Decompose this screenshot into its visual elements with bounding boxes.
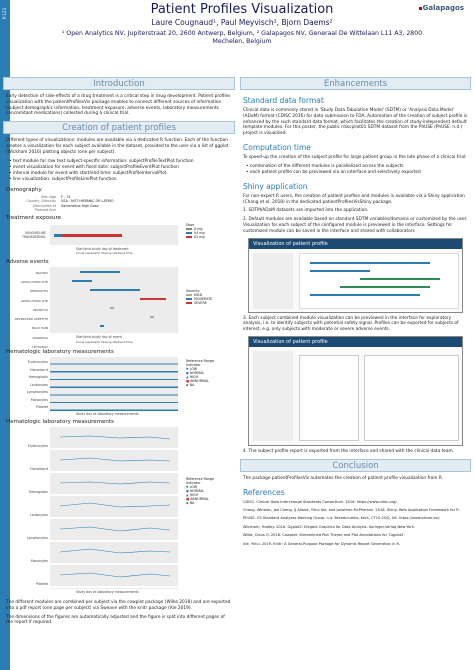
lab-panel-label: Hematocrit	[30, 467, 48, 472]
standard-data-format-text: Clinical data is commonly stored in 'Study Data Tabulation Model' (SDTM) or 'Analysis Data Model' (ADaM) format (CDISC 2016) for data submission to FDA. Automation of the creation of subject profile is enhanced by the such standard data format, which facilitates the creation of study-independent default template modules. For this poster, the public rdiscpilot01 SDTM dataset from the PhUSE (PhUSE. n.d.) project is visualized.	[243, 108, 468, 137]
report-page-preview	[299, 355, 359, 441]
demo-value: Xanomeline High Dose	[61, 203, 99, 208]
ae-legend	[186, 289, 212, 305]
legend-swatch: ▼	[186, 367, 190, 372]
lab2-panel-labels	[6, 435, 48, 596]
lab2-legend	[186, 477, 226, 505]
ae-bar	[100, 325, 104, 327]
lab-row-label: Hematocrit	[30, 367, 48, 372]
legend-label: HIGH	[189, 493, 199, 498]
ae-bar	[72, 280, 92, 282]
affiliation-line-1: ¹ Open Analytics NV, Jupiterstraat 20, 2600 Antwerp, Belgium, ² Galapagos NV, Generaal De Wittelaan L11 A3, 2800	[61, 30, 423, 37]
legend-swatch: ▼	[186, 485, 190, 490]
ae-row-label: DECREASED APPETITE	[14, 317, 48, 322]
shiny-step-4: 4. The subject profile report is exported from the interface and shared with the clinical data team.	[243, 448, 455, 454]
legend-label: 54 mg	[194, 231, 205, 236]
reference-item: PhUSE. CS Standard Analyses Working Group. n.d. Breadcrumbs, Kent, CT10 2QQ, UK. https://www.phuse.eu/.	[243, 516, 441, 521]
demography-table	[26, 195, 232, 213]
lab2-xlabel: Study day of laboratory measurements	[76, 590, 139, 595]
poster-authors: Laure Cougnaud¹, Paul Meyvisch², Bjorn Daems²	[151, 18, 333, 27]
ae-bar	[140, 298, 166, 300]
ae-bar	[150, 316, 154, 318]
treatment-note: Arrow represents missing start/end time.	[76, 251, 134, 256]
lab-panel-label: Platelet	[35, 582, 48, 587]
legend-item	[186, 235, 205, 239]
lab-panel-label: Monocytes	[30, 559, 48, 564]
shiny-step-1: 1. SDTM/ADaM datasets are imported into the application.	[243, 208, 369, 214]
right-column	[240, 77, 471, 550]
legend-swatch	[186, 232, 192, 234]
patient-profile-figure	[6, 187, 232, 597]
legend-label: SEVERE	[194, 301, 207, 306]
legend-item	[186, 383, 226, 387]
ae-row-labels	[6, 269, 48, 352]
combination-text-1: The different modules are combined per subject via the cowplot package (Wilke 2018) and are exported into a pdf report (one page per subject) via Sweave with the knitr package (Xie 2019).	[6, 600, 231, 611]
lab-line	[60, 436, 170, 439]
legend-swatch: ●	[186, 489, 190, 494]
lab2-panel	[50, 427, 178, 589]
ae-title: Adverse events	[6, 259, 49, 266]
legend-label: 0 mg	[194, 227, 203, 232]
lab-line	[60, 573, 170, 577]
legend-label: LOW	[189, 367, 198, 372]
legend-swatch	[186, 302, 192, 304]
legend-title: Severity	[186, 289, 200, 294]
legend-item	[186, 301, 212, 305]
legend-label: 81 mg	[194, 235, 205, 240]
lab-panel-label: Hemoglobin	[28, 490, 48, 495]
legend-label: HIGH	[189, 375, 199, 380]
shiny-application-title: Shiny application	[243, 181, 308, 191]
time-bullet-1: • combination of the different modules is parallelized across the subjects	[246, 163, 404, 169]
ae-xlabel: Start/end study day of event	[76, 335, 122, 340]
lab-panel-label: Leukocytes	[30, 513, 48, 518]
lab-panel-label: Erythrocytes	[27, 444, 48, 449]
legend-label: ABNORMAL	[190, 497, 209, 502]
legend-swatch	[186, 298, 192, 300]
shiny-screenshot-2-header: Visualization of patient profile	[249, 337, 462, 347]
legend-swatch	[186, 236, 192, 238]
treatment-bar	[62, 234, 122, 237]
treatment-row-label: XANOMELINE TRANSDERMAL	[21, 231, 46, 240]
legend-swatch: ■	[186, 497, 191, 502]
poster-title: Patient Profiles Visualization	[150, 2, 334, 17]
lab2-lines	[50, 427, 178, 589]
preview-bar	[360, 278, 440, 280]
creation-bullet-4: • line visualization: subjectProfileLinePlot function	[9, 176, 117, 182]
bullet-text: interval module for event with start/end time: subjectProfileIntervalPlot	[12, 170, 167, 176]
introduction-text: Early detection of side-effects of a drug treatment is a critical step in drug development. Patient profiles visualization with the patientProfilesVis package enables to connect different sources of information (subject demographic information, treatment exposure, adverse events, laboratory measurements concomitant medications) collected during a clinical trial.	[6, 94, 231, 117]
ae-row-label: ANOREXIA	[32, 335, 48, 340]
lab-row-label: Leukocytes	[30, 382, 48, 387]
left-column	[3, 77, 235, 629]
lab2-title: Hematologic laboratory measurements	[6, 419, 114, 426]
shiny-sidebar-panel	[253, 351, 293, 441]
demo-value: USA - NOT HISPANIC OR LATINO	[61, 199, 114, 204]
poster-affiliation	[10, 30, 474, 46]
combination-text-2: The dimensions of the figures are automatically adjusted and the figure is split into different pages of the report if required.	[6, 614, 225, 626]
treatment-plot	[6, 223, 232, 257]
lab2-plot	[6, 427, 232, 597]
shiny-screenshot-1	[248, 238, 463, 313]
reference-item: CDISC. Clinical Data Interchange Standards Consortium. 2016. https://www.cdisc.org/.	[243, 499, 398, 504]
creation-bullet-3: • interval module for event with start/end time: subjectProfileIntervalPlot	[9, 170, 167, 176]
legend-label: NA	[189, 501, 195, 506]
legend-swatch: ■	[186, 379, 191, 384]
demography-title: Demography	[6, 186, 42, 193]
legend-title: Reference Range Indicator	[186, 359, 215, 368]
ae-row-label: BACK PAIN	[32, 326, 48, 331]
lab-row-label: Platelet	[35, 405, 48, 410]
preview-bar	[310, 270, 370, 272]
treatment-bar	[54, 234, 62, 237]
reference-item: Wickham, Hadley. 2016. Ggplot2: Elegant Graphics for Data Analysis. Springer-Verlag New York.	[243, 524, 416, 529]
standard-data-format-title: Standard data format	[243, 96, 324, 105]
legend-title: Reference Range Indicator	[186, 477, 215, 486]
computation-time-title: Computation time	[243, 142, 311, 152]
lab-row-label: Hemoglobin	[28, 375, 48, 380]
galapagos-logo	[419, 4, 464, 12]
legend-label: NORMAL	[189, 489, 205, 494]
ae-row-label: NAUSEA	[35, 271, 48, 276]
treatment-xlabel: Start/end study day of treatment	[76, 247, 129, 252]
lab-panel-label: Lymphocytes	[27, 536, 48, 541]
creation-bullet-2: • event visualization for event with fixed date: subjectProfileEventPlot function	[9, 164, 179, 170]
references-list	[243, 500, 468, 547]
ae-plot	[6, 267, 232, 347]
treatment-title: Treatment exposure	[6, 215, 62, 222]
legend-swatch: ●	[186, 371, 190, 376]
lab1-xlabel: Study day of laboratory measurements	[76, 412, 139, 417]
ae-row-label: LETHARGY	[32, 344, 48, 349]
legend-label: NA	[189, 383, 195, 388]
sidebar-label: P-123	[2, 8, 7, 20]
shiny-sidebar-panel	[253, 253, 293, 309]
logo-dot-icon	[419, 7, 422, 10]
lab-line	[60, 482, 170, 484]
legend-swatch	[186, 294, 192, 296]
legend-swatch: ▲	[186, 493, 190, 498]
demo-label: Site: Age	[41, 194, 56, 199]
ae-bar	[80, 271, 120, 273]
preview-bar	[310, 262, 430, 264]
legend-swatch: ◆	[186, 383, 190, 388]
legend-item	[186, 501, 226, 505]
lab-line	[60, 458, 170, 461]
demo-value: F - 74	[61, 194, 71, 199]
treatment-legend	[186, 223, 205, 239]
preview-bar	[340, 286, 430, 288]
bullet-text: event visualization for event with fixed date: subjectProfileEventPlot function	[12, 164, 179, 170]
legend-label: LOW	[189, 485, 198, 490]
lab1-row-labels	[6, 359, 48, 412]
legend-label: NORMAL	[189, 371, 205, 376]
lab-row-label: Erythrocytes	[27, 360, 48, 365]
creation-text: Different types of visualizations: modules are available via a dedicated R function. Each of the function creates a visualization for each subject available in the dataset, provided to the user via a list of ggplot (Wickham 2016) plotting objects (one per subject).	[6, 138, 229, 155]
reference-item: Chang, Winston, Joe Cheng, JJ Allaire, Yihui Xie, and Jonathan McPherson. 2018. Shiny: Web Application Framework for R.	[243, 507, 460, 512]
lab-row-label: Lymphocytes	[27, 390, 48, 395]
logo-text: Galapagos	[422, 4, 464, 12]
poster-header	[10, 0, 474, 58]
legend-label: MILD	[194, 293, 203, 298]
conclusion-text: The package patientProfilesVis automates the creation of patient profile visualization from R.	[243, 475, 444, 481]
ae-bar	[110, 307, 114, 309]
time-bullet-2: • each patient profile can be previewed via an interface and selectively exported	[246, 169, 421, 175]
reference-item: Wilke, Claus O. 2018. Cowplot: Streamlined Plot Theme and Plot Annotations for 'Ggplot2'.	[243, 533, 406, 538]
creation-bullet-1: • text module for raw text subject-specific information: subjectProfileTextPlot function	[9, 158, 194, 164]
demo-label: Country, Ethnicity	[26, 199, 56, 204]
lab1-legend	[186, 359, 226, 387]
report-page-preview	[364, 355, 459, 441]
bullet-text: each patient profile can be previewed via an interface and selectively exported	[249, 169, 421, 175]
shiny-application-text: For non-expert R users, the creation of patient profiles and modules is available via a Shiny application (Chang et al. 2018) in the dedicated patientProfilesVisShiny package.	[243, 193, 465, 205]
treatment-panel	[50, 225, 178, 245]
lab-row-label: Monocytes	[30, 397, 48, 402]
affiliation-line-2: Mechelen, Belgium	[212, 38, 272, 46]
references-title: References	[243, 487, 285, 497]
preview-bar	[310, 294, 420, 296]
bullet-text: combination of the different modules is parallelized across the subjects	[249, 163, 404, 169]
shiny-main-panel	[299, 253, 459, 309]
shiny-step-2: 2. Default modules are available based on standard SDTM variables/domains or customized by the user. Visualization for each subject of the configured module is previewed in the interface. Settings for customized module can be saved in the interface and shared with collaborators	[243, 217, 468, 234]
legend-swatch	[186, 228, 192, 230]
legend-label: MODERATE	[194, 297, 213, 302]
legend-swatch: ◆	[186, 501, 190, 506]
lab-line	[60, 527, 170, 531]
section-introduction-title: Introduction	[3, 77, 235, 90]
section-creation-title: Creation of patient profiles	[3, 121, 235, 134]
lab1-plot	[6, 357, 232, 417]
lab-line	[60, 549, 170, 553]
reference-item: Xie, Yihui. 2019. Knitr: A General-Purpose Package for Dynamic Report Generation in R.	[243, 541, 401, 546]
section-conclusion-title: Conclusion	[240, 459, 471, 472]
section-enhancements-title: Enhancements	[240, 77, 471, 90]
ae-bar	[90, 289, 140, 291]
ae-row-label: APPLICATION SITE DERMATITIS	[21, 280, 48, 294]
ae-note: Arrow represents missing start/end time.	[76, 340, 134, 345]
legend-title: Dose	[186, 223, 195, 228]
shiny-screenshot-1-header: Visualization of patient profile	[249, 239, 462, 249]
ae-panel	[50, 267, 178, 333]
demo-label: Description of Planned Arm	[32, 203, 56, 213]
bullet-text: line visualization: subjectProfileLinePlot function	[12, 176, 117, 182]
legend-label: ABNORMAL	[190, 379, 209, 384]
shiny-screenshot-2	[248, 336, 463, 446]
lab-line	[60, 503, 170, 507]
lab1-panel	[50, 357, 178, 411]
legend-swatch: ▲	[186, 375, 190, 380]
bullet-text: text module for raw text subject-specific information: subjectProfileTextPlot function	[12, 158, 194, 164]
shiny-step-3: 3. Each subject combined module visualization can be previewed in the interface for exploratory analysis, i.e. to identify subjects with potential safety signal. Profiles can be exported for subjects of interest, e.g. only subjects with moderate or severe adverse events.	[243, 315, 459, 333]
lab1-title: Hematologic laboratory measurements	[6, 349, 114, 356]
computation-time-text: To speed-up the creation of the subject profile for large patient group in the late phase of a clinical trial:	[243, 154, 467, 160]
ae-row-label: APPLICATION SITE PRURITUS	[21, 298, 48, 312]
